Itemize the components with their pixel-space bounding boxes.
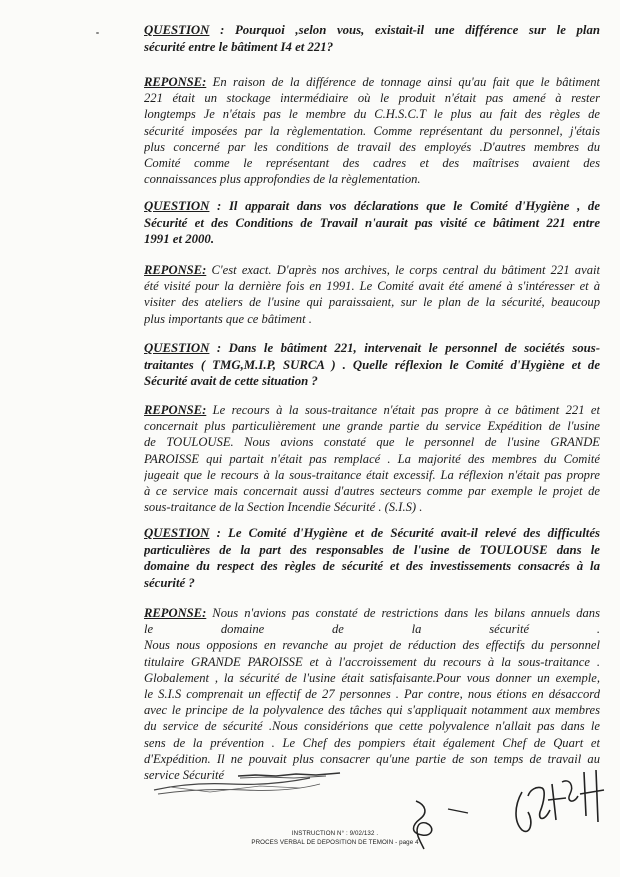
response-line bbox=[144, 434, 600, 450]
response-line bbox=[144, 139, 600, 155]
instruction-number: INSTRUCTION N° : 9/02/132 . bbox=[291, 830, 379, 837]
response-line bbox=[144, 155, 600, 171]
response-text: à ce service mais concernait aussi d'autres secteurs comme par exemple le projet de bbox=[144, 484, 600, 499]
question-line bbox=[144, 198, 600, 215]
response-text: plus importants que ce bâtiment . bbox=[144, 311, 312, 326]
response-text: Globalement , la sécurité de l'usine était satisfaisante.Pour vous donner un exemple, bbox=[144, 670, 600, 685]
response-block bbox=[144, 262, 600, 327]
question-line bbox=[144, 39, 600, 56]
response-line bbox=[144, 467, 600, 483]
question-text: : Le Comité d'Hygiène et de Sécurité avait-il relevé des difficultés bbox=[209, 526, 600, 540]
question-line bbox=[144, 340, 600, 357]
question-text: sécurité entre le bâtiment I4 et 221? bbox=[144, 39, 334, 54]
response-line bbox=[144, 311, 600, 327]
response-line bbox=[144, 499, 600, 515]
response-text: d'Expédition. Il ne pouvait plus consacrer qu'une partie de son temps de travail au bbox=[144, 751, 600, 766]
response-line bbox=[144, 402, 600, 418]
response-text: été visité pour la dernière fois en 1991. Le Comité avait été amené à s'intéresser et à bbox=[144, 279, 600, 294]
response-line bbox=[144, 670, 600, 686]
response-text: service Sécurité bbox=[144, 768, 225, 783]
response-text: C'est exact. D'après nos archives, le corps central du bâtiment 221 avait bbox=[206, 263, 600, 277]
response-text: Comité comme le représentant des cadres et des maîtrises avaient des bbox=[144, 156, 600, 171]
response-block bbox=[144, 402, 600, 515]
response-text: du service de sécurité .Nous considérions que cette polyvalence n'allait pas dans le bbox=[144, 719, 600, 734]
response-line bbox=[144, 654, 600, 670]
response-text: le domaine de la sécurité . bbox=[144, 622, 600, 637]
question-text: Sécurité avait de cette situation ? bbox=[144, 374, 318, 389]
response-text: de TOULOUSE. Nous avions constaté que le personnel de l'usine GRANDE bbox=[144, 435, 600, 450]
document-footer bbox=[240, 829, 430, 847]
response-text: PAROISSE qui partait n'était pas remplacé . La majorité des membres du Comité bbox=[144, 451, 600, 466]
response-block bbox=[144, 605, 600, 783]
question-text: domaine du respect des règles de sécurité et des investissements consacrés à la bbox=[144, 559, 600, 574]
response-line bbox=[144, 451, 600, 467]
response-text: sécurité imposées par la règlementation. Comme représentant du personnel, j'étais bbox=[144, 123, 600, 138]
question-label: QUESTION bbox=[144, 23, 210, 37]
response-line bbox=[144, 735, 600, 751]
response-text: Le recours à la sous-traitance n'était pas propre à ce bâtiment 221 et bbox=[206, 403, 600, 417]
response-line bbox=[144, 74, 600, 90]
question-block bbox=[144, 340, 600, 390]
response-line bbox=[144, 171, 600, 187]
magistrate-signature-icon bbox=[500, 762, 612, 842]
response-text: titulaire GRANDE PAROISSE et à l'accroissement du recours à la sous-traitance . bbox=[144, 654, 600, 669]
response-label: REPONSE: bbox=[144, 75, 207, 89]
response-text: plus concerné par les conditions de travail des employés .D'autres membres du bbox=[144, 139, 600, 154]
response-label: REPONSE: bbox=[144, 403, 207, 417]
response-line bbox=[144, 483, 600, 499]
question-block bbox=[144, 22, 600, 55]
question-line bbox=[144, 357, 600, 374]
response-line bbox=[144, 702, 600, 718]
response-text: longtemps Je n'étais pas le membre du C.H.S.C.T le plus au fait des règles de bbox=[144, 107, 600, 122]
response-block bbox=[144, 74, 600, 187]
response-text: le S.I.S comprenait un effectif de 27 personnes . Par contre, nous étions en désaccord bbox=[144, 687, 600, 702]
response-text: concernait plus particulièrement une grande partie du service Expédition de l'usine bbox=[144, 419, 600, 434]
question-line bbox=[144, 22, 600, 39]
response-line bbox=[144, 262, 600, 278]
question-text: : Il apparait dans vos déclarations que le Comité d'Hygiène , de bbox=[209, 199, 600, 213]
response-line bbox=[144, 605, 600, 621]
question-line bbox=[144, 373, 600, 390]
response-text: sous-traitance de la Section Incendie Sécurité . (S.I.S) . bbox=[144, 500, 423, 515]
response-label: REPONSE: bbox=[144, 263, 207, 277]
question-line bbox=[144, 215, 600, 232]
response-line bbox=[144, 686, 600, 702]
deposition-page-label: PROCES VERBAL DE DEPOSITION DE TEMOIN - page 4 bbox=[251, 839, 419, 846]
response-text: visiter des ateliers de l'usine qui paraissaient, sur le plan de la sécurité, beaucoup bbox=[144, 295, 600, 310]
question-label: QUESTION bbox=[144, 341, 210, 355]
response-line bbox=[144, 123, 600, 139]
response-line bbox=[144, 106, 600, 122]
question-text: sécurité ? bbox=[144, 575, 195, 590]
question-line bbox=[144, 558, 600, 575]
question-block bbox=[144, 525, 600, 591]
response-line bbox=[144, 294, 600, 310]
response-text: connaissances plus approfondies de la règlementation. bbox=[144, 172, 421, 187]
question-line bbox=[144, 542, 600, 559]
question-label: QUESTION bbox=[144, 199, 210, 213]
question-label: QUESTION bbox=[144, 526, 210, 540]
question-text: : Pourquoi ,selon vous, existait-il une différence sur le plan bbox=[209, 23, 600, 37]
question-text: : Dans le bâtiment 221, intervenait le personnel de sociétés sous- bbox=[209, 341, 600, 355]
question-line bbox=[144, 525, 600, 542]
response-line bbox=[144, 621, 600, 637]
response-text: Nous n'avions pas constaté de restrictions dans les bilans annuels dans bbox=[206, 606, 600, 620]
question-block bbox=[144, 198, 600, 248]
response-label: REPONSE: bbox=[144, 606, 207, 620]
response-line bbox=[144, 637, 600, 653]
question-text: traitantes ( TMG,M.I.P, SURCA ) . Quelle réflexion le Comité d'Hygiène et de bbox=[144, 357, 600, 372]
response-line bbox=[144, 278, 600, 294]
response-text: avec le principe de la polyvalence des tâches qui s'appliquait notamment aux membres bbox=[144, 703, 600, 718]
response-text: Nous nous opposions en revanche au projet de réduction des effectifs du personnel bbox=[144, 638, 600, 653]
scan-speck bbox=[96, 32, 99, 34]
response-line bbox=[144, 718, 600, 734]
response-text: sens de la prévention . Le Chef des pompiers était également Chef de Quart et bbox=[144, 735, 600, 750]
question-text: Sécurité et des Conditions de Travail n'aurait pas visité ce bâtiment 221 entre bbox=[144, 215, 600, 230]
question-line bbox=[144, 231, 600, 248]
response-text: jugeait que le recours à la sous-traitance était excessif. La réflexion n'était pas propre bbox=[144, 467, 600, 482]
question-text: 1991 et 2000. bbox=[144, 232, 215, 247]
initials-scribble-icon bbox=[150, 768, 325, 800]
question-line bbox=[144, 575, 600, 592]
response-line bbox=[144, 90, 600, 106]
question-text: particulières de la part des responsables de l'usine de TOULOUSE dans le bbox=[144, 542, 600, 557]
response-text: En raison de la différence de tonnage ainsi qu'au fait que le bâtiment bbox=[206, 75, 600, 89]
response-line bbox=[144, 418, 600, 434]
response-text: 221 était un stockage intermédiaire où le produit n'était pas amené à rester bbox=[144, 91, 600, 106]
